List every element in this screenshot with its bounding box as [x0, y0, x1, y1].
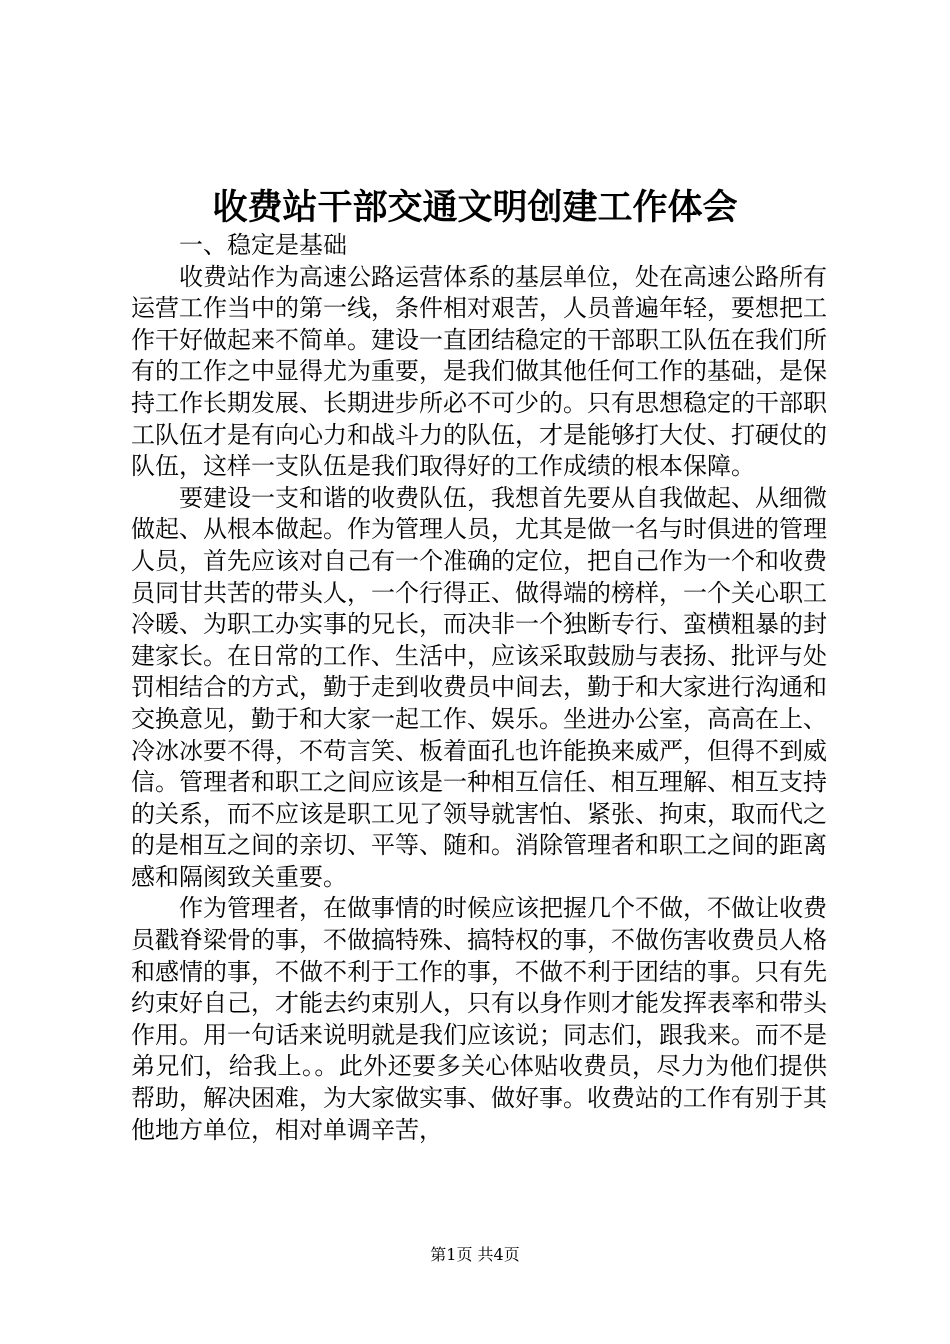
- paragraph-3: 作为管理者，在做事情的时候应该把握几个不做，不做让收费员戳脊梁骨的事，不做搞特殊、搞特权的事，不做伤害收费员人格和感情的事，不做不利于工作的事，不做不利于团结的事。只有先约束好自己，才能去约束别人，只有以身作则才能发挥表率和带头作用。用一句话来说明就是我们应该说；同志们，跟我来。而不是弟兄们，给我上。。此外还要多关心体贴收费员，尽力为他们提供帮助，解决困难，为大家做实事、做好事。收费站的工作有别于其他地方单位，相对单调辛苦，: [131, 894, 827, 1144]
- document-title: 收费站干部交通文明创建工作体会: [212, 187, 738, 228]
- page-footer: 第1页 共4页: [430, 1245, 520, 1264]
- document-body: [131, 230, 827, 1146]
- paragraph-1: 收费站作为高速公路运营体系的基层单位，处在高速公路所有运营工作当中的第一线，条件相对艰苦，人员普遍年轻，要想把工作干好做起来不简单。建设一直团结稳定的干部职工队伍在我们所有的工作之中显得尤为重要，是我们做其他任何工作的基础，是保持工作长期发展、长期进步所必不可少的。只有思想稳定的干部职工队伍才是有向心力和战斗力的队伍，才是能够打大仗、打硬仗的队伍，这样一支队伍是我们取得好的工作成绩的根本保障。: [131, 262, 827, 481]
- section-heading: 一、稳定是基础: [179, 231, 347, 259]
- paragraph-2: 要建设一支和谐的收费队伍，我想首先要从自我做起、从细微做起、从根本做起。作为管理人员，尤其是做一名与时俱进的管理人员，首先应该对自己有一个准确的定位，把自己作为一个和收费员同甘共苦的带头人，一个行得正、做得端的榜样，一个关心职工冷暖、为职工办实事的兄长，而决非一个独断专行、蛮横粗暴的封建家长。在日常的工作、生活中，应该采取鼓励与表扬、批评与处罚相结合的方式，勤于走到收费员中间去，勤于和大家进行沟通和交换意见，勤于和大家一起工作、娱乐。坐进办公室，高高在上、冷冰冰要不得，不苟言笑、板着面孔也许能换来威严，但得不到威信。管理者和职工之间应该是一种相互信任、相互理解、相互支持的关系，而不应该是职工见了领导就害怕、紧张、拘束，取而代之的是相互之间的亲切、平等、随和。消除管理者和职工之间的距离感和隔阂致关重要。: [131, 483, 827, 891]
